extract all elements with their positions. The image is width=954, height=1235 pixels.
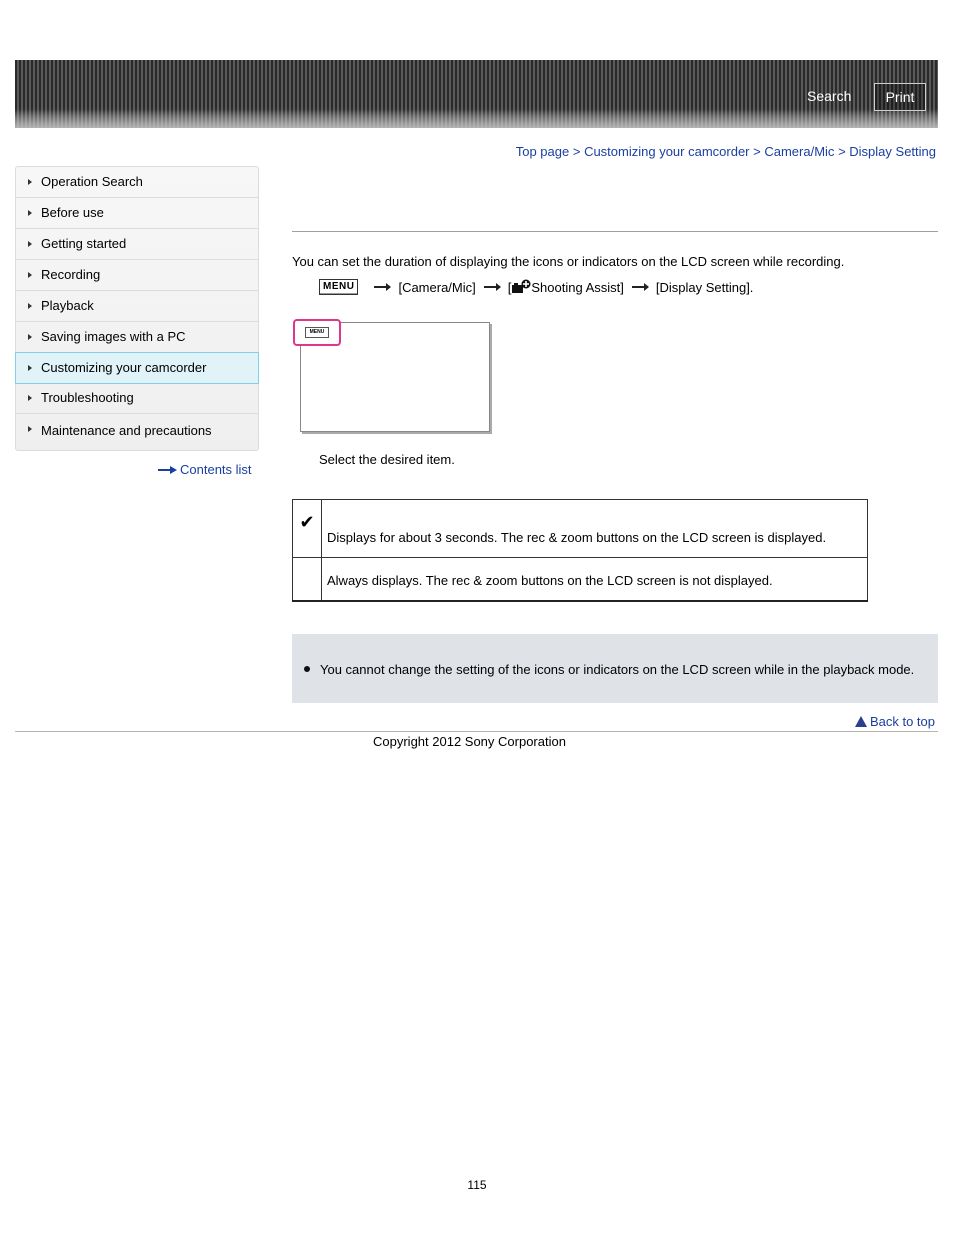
sidebar-item-label: Operation Search [41, 174, 143, 189]
breadcrumb-customizing[interactable]: Customizing your camcorder [584, 144, 750, 159]
checkmark-icon: ✔ [293, 500, 322, 558]
sidebar-item-getting-started[interactable] [16, 229, 258, 260]
breadcrumb [516, 144, 936, 159]
sidebar-item-label: Before use [41, 205, 104, 220]
option-description: Displays for about 3 seconds. The rec & zoom buttons on the LCD screen is displayed. [322, 500, 868, 558]
breadcrumb-top-page[interactable]: Top page [515, 144, 570, 159]
sidebar-nav [15, 166, 259, 451]
sidebar-item-label: Maintenance and precautions [41, 423, 212, 438]
menu-step-bracket: [ [507, 279, 512, 295]
sidebar-item-customizing[interactable] [15, 352, 259, 384]
intro-text: You can set the duration of displaying the icons or indicators on the LCD screen while recording. [292, 254, 845, 269]
sidebar-item-saving-images[interactable] [16, 322, 258, 353]
menu-button-icon: MENU [319, 279, 358, 295]
table-row [293, 500, 868, 558]
sidebar-item-label: Playback [41, 298, 94, 313]
breadcrumb-separator: > [572, 144, 581, 159]
menu-path [319, 279, 753, 295]
sidebar-item-operation-search[interactable] [16, 167, 258, 198]
menu-highlight-callout [293, 319, 341, 346]
arrow-right-icon [158, 466, 178, 474]
caret-right-icon [28, 395, 32, 401]
caret-right-icon [28, 210, 32, 216]
menu-mini-icon: MENU [305, 327, 329, 338]
search-link[interactable]: Search [807, 88, 852, 104]
caret-right-icon [28, 272, 32, 278]
note-text: You cannot change the setting of the icons or indicators on the LCD screen while in the playback mode. [320, 662, 915, 677]
caret-right-icon [28, 303, 32, 309]
triangle-up-icon [855, 716, 867, 727]
menu-step-display-setting: [Display Setting]. [655, 279, 754, 295]
menu-step-camera-mic: [Camera/Mic] [398, 279, 476, 295]
sidebar-item-label: Customizing your camcorder [41, 360, 207, 375]
table-row [293, 558, 868, 602]
page-number: 115 [467, 1178, 487, 1192]
breadcrumb-separator: > [838, 144, 846, 159]
sidebar-item-label: Recording [41, 267, 101, 282]
contents-list-label: Contents list [180, 462, 252, 477]
print-button[interactable]: Print [874, 83, 926, 111]
copyright-text: Copyright 2012 Sony Corporation [373, 734, 566, 749]
select-instruction: Select the desired item. [319, 452, 455, 467]
sidebar-item-label: Getting started [41, 236, 127, 251]
footer-divider [15, 731, 938, 732]
menu-step-shooting-assist: Shooting Assist] [531, 279, 624, 295]
caret-right-icon [28, 334, 32, 340]
bullet-icon [304, 666, 310, 672]
sidebar-item-maintenance[interactable] [16, 414, 258, 450]
arrow-right-icon [374, 286, 390, 288]
arrow-right-icon [484, 286, 500, 288]
note-box [292, 634, 938, 703]
caret-right-icon [28, 426, 32, 432]
breadcrumb-separator: > [753, 144, 761, 159]
caret-right-icon [28, 179, 32, 185]
breadcrumb-camera-mic[interactable]: Camera/Mic [764, 144, 835, 159]
sidebar-item-before-use[interactable] [16, 198, 258, 229]
contents-list-link[interactable] [158, 462, 252, 477]
title-divider [292, 231, 938, 232]
back-to-top-link[interactable] [855, 714, 935, 729]
option-description: Always displays. The rec & zoom buttons on the LCD screen is not displayed. [322, 558, 868, 602]
sidebar-item-recording[interactable] [16, 260, 258, 291]
breadcrumb-display-setting[interactable]: Display Setting [849, 144, 936, 159]
shooting-assist-icon [511, 279, 531, 295]
header-bar [15, 60, 938, 128]
sidebar-item-troubleshooting[interactable] [16, 383, 258, 414]
header-highlight [15, 110, 938, 128]
sidebar-item-label: Troubleshooting [41, 390, 134, 405]
caret-right-icon [28, 241, 32, 247]
sidebar-item-playback[interactable] [16, 291, 258, 322]
caret-right-icon [28, 365, 32, 371]
options-table [292, 499, 868, 602]
option-mark-empty [293, 558, 322, 602]
arrow-right-icon [632, 286, 648, 288]
sidebar-item-label: Saving images with a PC [41, 329, 186, 344]
back-to-top-label: Back to top [869, 714, 935, 729]
